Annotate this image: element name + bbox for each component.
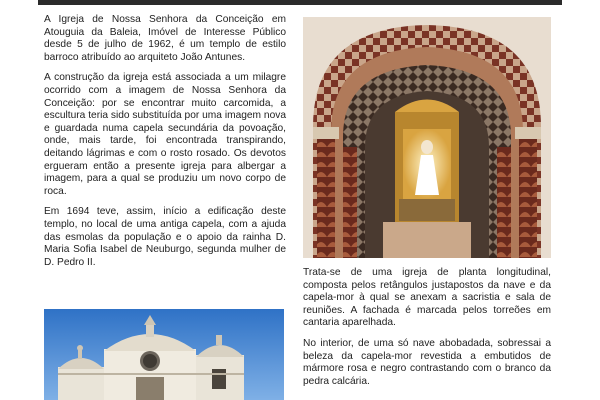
right-text-column — [303, 267, 551, 396]
plan-paragraph: Trata-se de uma igreja de planta longitudinal, composta pelos retângulos justapostos da nave e da capela-mor à qual se anexam a sacristia e sala de reuniões. A fachada é marcada pelos torreões em cantaria aparelhada. — [303, 267, 551, 329]
church-exterior-photo — [44, 309, 284, 400]
intro-paragraph: A Igreja de Nossa Senhora da Conceição em Atouguia da Baleia, Imóvel de Interesse Público desde 5 de julho de 1962, é um templo de estilo barroco atribuído ao arquiteto João Antunes. — [44, 14, 286, 63]
construction-paragraph: Em 1694 teve, assim, início a edificação deste templo, no local de uma antiga capela, com a ajuda das esmolas da população e o apoio da rainha D. Maria Sofia Isabel de Neuburgo, segunda mulher de D. Pedro II. — [44, 206, 286, 268]
church-interior-photo — [303, 17, 551, 258]
miracle-paragraph: A construção da igreja está associada a um milagre ocorrido com a imagem de Nossa Senhora da Conceição: por se encontrar muito carcomida, a escultura teria sido substituída por uma imagem nova e guardada numa capela secundária da povoação, onde, mais tarde, foi encontrada transpirando, deitando lágrimas e com o rosto rosado. Os devotos ergueram então a presente igreja para albergar a imagem, para a qual se produziu um novo corpo de roca. — [44, 72, 286, 197]
interior-paragraph: No interior, de uma só nave abobadada, sobressai a beleza da capela-mor revestida a embutidos de mármore rosa e negro contrastando com o branco da pedra calcária. — [303, 337, 551, 387]
left-text-column — [44, 14, 286, 277]
header-bar — [38, 0, 562, 5]
